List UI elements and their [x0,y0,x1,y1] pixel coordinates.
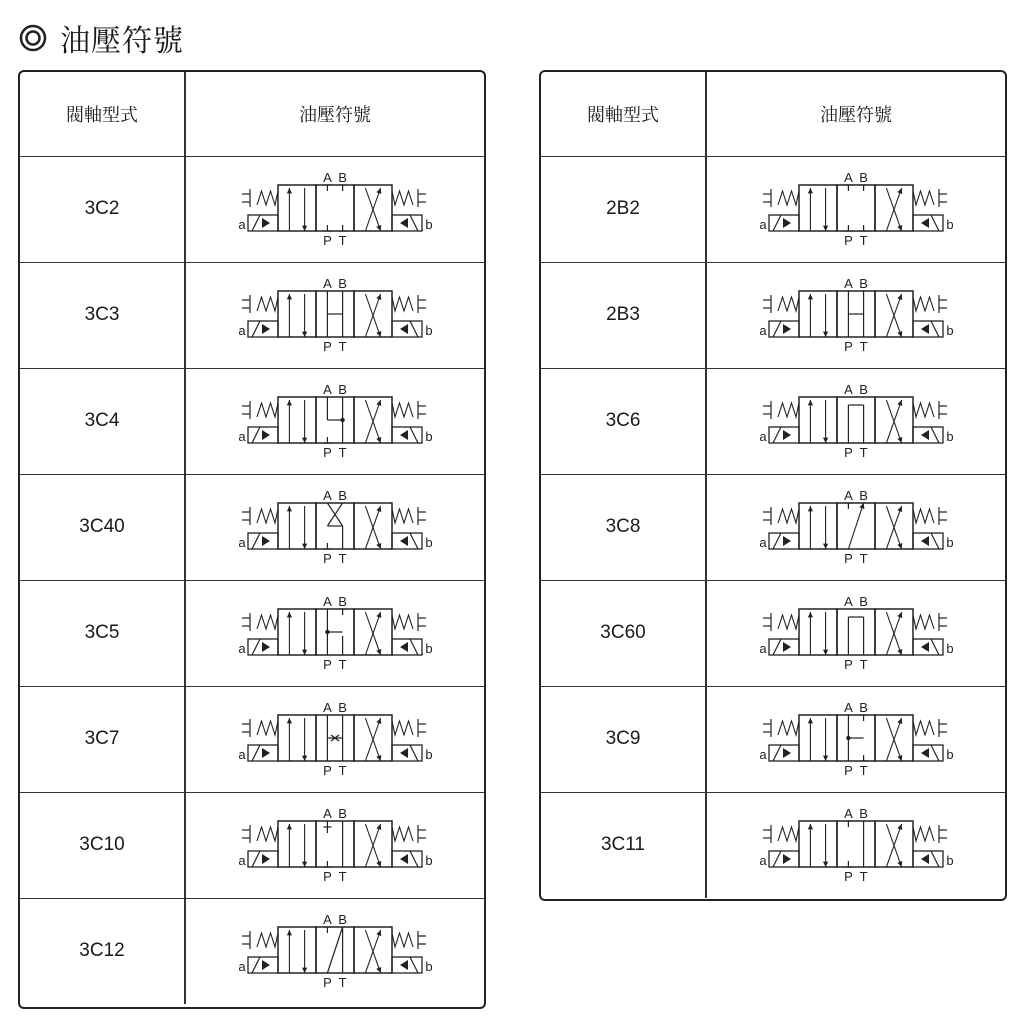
valve-symbol-2b2 [746,169,966,249]
svg-text:P: P [844,445,853,460]
svg-text:T: T [859,763,868,778]
svg-text:a: a [759,323,767,338]
svg-text:P: P [323,551,332,566]
symbol-cell [186,580,484,686]
model-cell: 3C5 [84,622,120,643]
symbol-cell [186,792,484,898]
svg-text:T: T [338,445,347,460]
model-cell: 3C6 [605,410,641,431]
svg-text:b: b [946,323,954,338]
table-row [20,474,484,581]
svg-text:T: T [859,551,868,566]
svg-text:P: P [323,975,332,990]
model-cell: 3C9 [605,728,641,749]
svg-text:b: b [946,429,954,444]
svg-text:a: a [238,747,246,762]
valve-symbol-3c10 [225,805,445,885]
valve-symbol-3c3 [225,275,445,355]
table-row [20,686,484,793]
svg-text:a: a [759,747,767,762]
symbol-cell [707,580,1005,686]
valve-symbol-2b3 [746,275,966,355]
header-model: 閥軸型式 [66,105,138,125]
model-cell: 2B3 [606,304,640,325]
symbol-cell [707,792,1005,898]
header-symbol: 油壓符號 [820,105,892,126]
svg-text:a: a [759,429,767,444]
table-row [20,262,484,369]
svg-text:b: b [946,853,954,868]
svg-text:a: a [759,853,767,868]
svg-text:P: P [323,869,332,884]
svg-text:B: B [338,488,347,503]
model-cell: 3C7 [84,728,120,749]
svg-text:b: b [425,217,433,232]
svg-text:T: T [859,869,868,884]
svg-text:T: T [859,657,868,672]
model-cell: 3C10 [79,834,125,855]
header-symbol: 油壓符號 [299,105,371,126]
svg-text:B: B [338,700,347,715]
svg-text:T: T [338,869,347,884]
svg-text:T: T [859,233,868,248]
symbol-cell [707,262,1005,368]
table-row [20,156,484,263]
svg-text:a: a [759,641,767,656]
model-cell: 3C3 [84,304,120,325]
svg-text:P: P [844,233,853,248]
svg-text:B: B [338,170,347,185]
page-title [18,14,184,62]
svg-text:A: A [844,276,853,291]
svg-text:b: b [425,323,433,338]
svg-text:A: A [323,806,332,821]
table-row [541,368,1005,475]
svg-text:T: T [338,975,347,990]
svg-text:b: b [425,429,433,444]
svg-text:a: a [759,535,767,550]
valve-symbol-3c4 [225,381,445,461]
valve-symbol-3c40 [225,487,445,567]
svg-text:B: B [338,594,347,609]
svg-text:P: P [323,763,332,778]
svg-text:P: P [323,233,332,248]
svg-text:A: A [844,488,853,503]
svg-text:P: P [844,551,853,566]
symbol-cell [186,474,484,580]
header-model: 閥軸型式 [587,105,659,125]
symbol-cell [186,686,484,792]
table-row [541,792,1005,898]
svg-text:a: a [238,323,246,338]
svg-text:P: P [323,657,332,672]
model-cell: 2B2 [606,198,640,219]
valve-symbol-3c7 [225,699,445,779]
table-row [541,474,1005,581]
svg-text:A: A [323,594,332,609]
svg-text:a: a [759,217,767,232]
svg-text:b: b [425,641,433,656]
svg-text:B: B [338,806,347,821]
model-cell: 3C12 [79,940,125,961]
valve-symbol-3c9 [746,699,966,779]
svg-text:B: B [859,806,868,821]
svg-text:B: B [338,382,347,397]
svg-text:b: b [946,217,954,232]
symbol-cell [186,156,484,262]
svg-text:B: B [338,912,347,927]
svg-text:T: T [338,233,347,248]
svg-text:P: P [844,339,853,354]
svg-text:T: T [859,339,868,354]
symbol-cell [186,898,484,1004]
valve-symbol-3c8 [746,487,966,567]
svg-text:b: b [946,747,954,762]
valve-symbol-3c12 [225,911,445,991]
table-row [20,368,484,475]
svg-text:B: B [859,594,868,609]
svg-text:A: A [323,276,332,291]
svg-text:a: a [238,535,246,550]
model-cell: 3C8 [605,516,641,537]
svg-text:b: b [425,535,433,550]
table-row [541,262,1005,369]
model-cell: 3C40 [79,516,125,537]
double-circle-icon [18,23,48,53]
table-row [20,792,484,899]
svg-text:B: B [859,276,868,291]
svg-text:a: a [238,959,246,974]
table-row [541,686,1005,793]
svg-text:b: b [425,747,433,762]
svg-text:A: A [323,382,332,397]
symbol-cell [707,686,1005,792]
svg-text:A: A [844,170,853,185]
svg-text:B: B [338,276,347,291]
svg-text:A: A [844,594,853,609]
table-header-row [20,72,484,157]
valve-symbol-3c11 [746,805,966,885]
svg-text:A: A [844,382,853,397]
svg-text:A: A [844,700,853,715]
table-row [541,580,1005,687]
svg-text:T: T [338,657,347,672]
svg-text:A: A [844,806,853,821]
model-cell: 3C11 [600,834,645,855]
valve-symbol-3c6 [711,381,1001,461]
table-row [20,898,484,1004]
svg-text:B: B [859,170,868,185]
svg-text:b: b [425,853,433,868]
valve-symbol-3c60 [711,593,1001,673]
svg-text:b: b [946,535,954,550]
svg-text:A: A [323,700,332,715]
svg-text:a: a [238,853,246,868]
svg-text:a: a [238,641,246,656]
svg-text:A: A [323,912,332,927]
svg-text:B: B [859,488,868,503]
svg-text:B: B [859,382,868,397]
model-cell: 3C60 [600,622,646,643]
svg-text:a: a [238,217,246,232]
svg-text:b: b [946,641,954,656]
model-cell: 3C2 [84,198,120,219]
svg-text:P: P [323,445,332,460]
model-cell: 3C4 [84,410,120,431]
svg-text:A: A [323,170,332,185]
symbol-table-left [18,70,486,1009]
symbol-cell [707,156,1005,262]
svg-text:T: T [338,551,347,566]
svg-text:b: b [425,959,433,974]
svg-text:A: A [323,488,332,503]
symbol-table-right [539,70,1007,901]
page-title-text: 油壓符號 [60,24,184,59]
svg-text:P: P [844,657,853,672]
svg-text:P: P [844,763,853,778]
symbol-cell [186,368,484,474]
table-header-row [541,72,1005,157]
svg-text:T: T [338,339,347,354]
symbol-cell [707,368,1005,474]
symbol-cell [186,262,484,368]
svg-text:P: P [323,339,332,354]
svg-text:P: P [844,869,853,884]
symbol-cell [707,474,1005,580]
table-row [20,580,484,687]
svg-text:T: T [859,445,868,460]
svg-text:T: T [338,763,347,778]
svg-text:a: a [238,429,246,444]
table-row [541,156,1005,263]
valve-symbol-3c2 [225,169,445,249]
svg-text:B: B [859,700,868,715]
valve-symbol-3c5 [225,593,445,673]
